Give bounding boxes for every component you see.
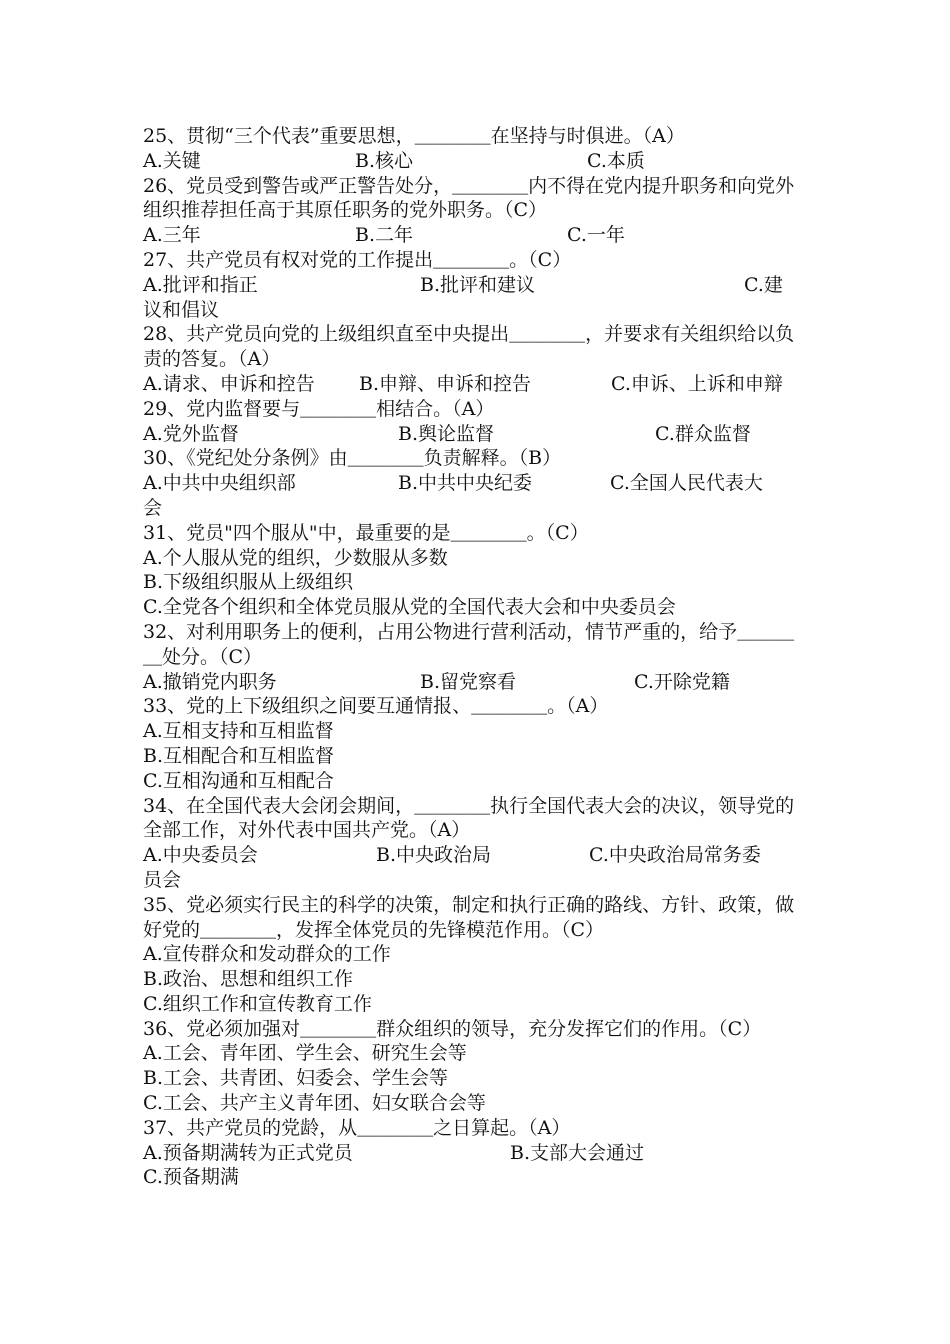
option-a: A.关键 — [143, 149, 201, 172]
option-a: A.三年 — [143, 224, 201, 247]
option-a: A.互相支持和互相监督 — [143, 720, 334, 743]
question-37 — [143, 1116, 813, 1190]
option-a: A.党外监督 — [143, 422, 239, 445]
options-row — [143, 471, 813, 521]
options-list — [143, 942, 813, 1016]
option-b: B.下级组织服从上级组织 — [143, 571, 354, 594]
option-c: C.一年 — [567, 224, 625, 247]
option-b: B.互相配合和互相监督 — [143, 744, 335, 767]
options-row — [143, 422, 813, 447]
options-row — [143, 670, 813, 695]
option-c-continued: 员会 — [143, 868, 182, 891]
question-26 — [143, 174, 813, 248]
option-c: C.群众监督 — [655, 422, 751, 445]
option-b: B.中共中央纪委 — [398, 472, 533, 495]
option-b: B.申辩、申诉和控告 — [359, 372, 532, 395]
option-b: B.二年 — [355, 224, 414, 247]
option-b: B.核心 — [355, 149, 414, 172]
question-31 — [143, 521, 813, 620]
question-30 — [143, 446, 813, 520]
question-text: 37、共产党员的党龄，从＿＿＿＿之日算起。（A） — [143, 1116, 571, 1139]
question-text: 33、党的上下级组织之间要互通情报、＿＿＿＿。（A） — [143, 695, 609, 718]
option-a: A.中共中央组织部 — [143, 472, 296, 495]
question-text: 30、《党纪处分条例》由＿＿＿＿负责解释。（B） — [143, 447, 562, 470]
option-c: C.全党各个组织和全体党员服从党的全国代表大会和中央委员会 — [143, 596, 676, 619]
options-list — [143, 719, 813, 793]
question-25 — [143, 124, 813, 174]
question-text: 35、党必须实行民主的科学的决策，制定和执行正确的路线、方针、政策，做好党的＿＿＿＿，发挥全体党员的先锋模范作用。（C） — [143, 893, 795, 941]
option-b: B.工会、共青团、妇委会、学生会等 — [143, 1067, 449, 1090]
option-a: A.中央委员会 — [143, 844, 258, 867]
option-c-first: C.全国人民代表大 — [610, 472, 763, 495]
option-c: C.预备期满 — [143, 1166, 239, 1189]
question-text: 28、共产党员向党的上级组织直至中央提出＿＿＿＿，并要求有关组织给以负责的答复。（A） — [143, 323, 795, 371]
option-c: C.开除党籍 — [634, 670, 730, 693]
option-a: A.宣传群众和发动群众的工作 — [143, 943, 391, 966]
options-row — [143, 223, 813, 248]
question-text: 27、共产党员有权对党的工作提出＿＿＿＿。（C） — [143, 248, 572, 271]
option-b: B.舆论监督 — [398, 422, 495, 445]
question-text: 34、在全国代表大会闭会期间，＿＿＿＿执行全国代表大会的决议，领导党的全部工作，对外代表中国共产党。（A） — [143, 794, 795, 842]
options-list — [143, 1041, 813, 1115]
option-c: C.互相沟通和互相配合 — [143, 769, 334, 792]
options-row — [143, 372, 813, 397]
options-row — [143, 843, 813, 893]
document-page — [143, 124, 813, 1190]
option-b: B.支部大会通过 — [510, 1141, 645, 1164]
option-a: A.工会、青年团、学生会、研究生会等 — [143, 1042, 467, 1065]
question-text: 25、贯彻“三个代表”重要思想，＿＿＿＿在坚持与时俱进。（A） — [143, 125, 685, 147]
question-34 — [143, 794, 813, 893]
option-b: B.中央政治局 — [376, 844, 492, 867]
option-c: C.工会、共产主义青年团、妇女联合会等 — [143, 1092, 486, 1115]
question-35 — [143, 893, 813, 1017]
option-b: B.政治、思想和组织工作 — [143, 968, 354, 991]
option-c: C.组织工作和宣传教育工作 — [143, 992, 372, 1015]
options-row — [143, 273, 813, 323]
question-text: 36、党必须加强对＿＿＿＿群众组织的领导，充分发挥它们的作用。（C） — [143, 1017, 762, 1040]
option-a: A.批评和指正 — [143, 273, 258, 296]
option-c-continued: 议和倡议 — [143, 298, 220, 321]
option-a: A.预备期满转为正式党员 — [143, 1141, 353, 1164]
option-b: B.留党察看 — [420, 670, 517, 693]
options-list — [143, 546, 813, 620]
option-c: C.申诉、上诉和申辩 — [611, 372, 783, 395]
question-27 — [143, 248, 813, 322]
question-29 — [143, 397, 813, 447]
options-row — [143, 149, 813, 174]
option-c-continued: 会 — [143, 496, 163, 519]
question-text: 32、对利用职务上的便利，占用公物进行营利活动，情节严重的，给予＿＿＿＿处分。（C） — [143, 620, 795, 668]
option-a: A.个人服从党的组织，少数服从多数 — [143, 546, 448, 569]
option-a: A.撤销党内职务 — [143, 670, 277, 693]
question-36 — [143, 1017, 813, 1116]
option-c-first: C.中央政治局常务委 — [589, 844, 761, 867]
options-row — [143, 1141, 813, 1191]
question-text: 31、党员"四个服从"中，最重要的是＿＿＿＿。（C） — [143, 521, 589, 544]
question-28 — [143, 322, 813, 396]
question-text: 26、党员受到警告或严正警告处分，＿＿＿＿内不得在党内提升职务和向党外组织推荐担任高于其原任职务的党外职务。（C） — [143, 174, 795, 222]
question-text: 29、党内监督要与＿＿＿＿相结合。（A） — [143, 397, 495, 420]
option-a: A.请求、申诉和控告 — [143, 372, 315, 395]
question-33 — [143, 694, 813, 793]
question-32 — [143, 620, 813, 694]
option-c: C.本质 — [587, 149, 645, 172]
option-b: B.批评和建议 — [420, 273, 536, 296]
option-c-first: C.建 — [744, 273, 783, 296]
